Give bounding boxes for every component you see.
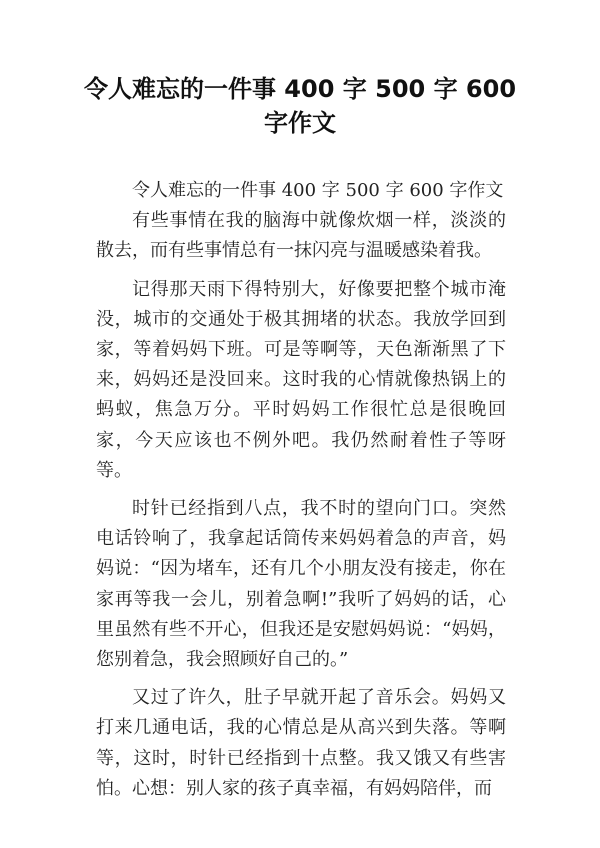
document-subtitle: 令人难忘的一件事 400 字 500 字 600 字作文 [132,180,504,201]
document-title-line-2: 字作文 [264,109,336,137]
paragraph-gap [96,267,506,275]
paragraph-3: 时针已经指到八点，我不时的望向门口。突然电话铃响了，我拿起话筒传来妈妈着急的声音，妈妈说：“因为堵车，还有几个小朋友没有接走，你在家再等我一会儿，别着急啊!”我听了妈妈的话，心里虽然有些不开心，但我还是安慰妈妈说：“妈妈，您别着急，我会照顾好自己的。” [96,498,506,671]
paragraph-gap [96,486,506,494]
paragraph-2: 记得那天雨下得特别大，好像要把整个城市淹没，城市的交通处于极其拥堵的状态。我放学回到家，等着妈妈下班。可是等啊等，天色渐渐黑了下来，妈妈还是没回来。这时我的心情就像热锅上的蚂蚁，焦急万分。平时妈妈工作很忙总是很晚回家，今天应该也不例外吧。我仍然耐着性子等呀等。 [96,278,506,481]
paragraph-gap [96,675,506,683]
paragraph-4: 又过了许久，肚子早就开起了音乐会。妈妈又打来几通电话，我的心情总是从高兴到失落。等啊等，这时，时针已经指到十点整。我又饿又有些害怕。心想：别人家的孩子真幸福，有妈妈陪伴，而 [96,687,506,799]
paragraph-1: 有些事情在我的脑海中就像炊烟一样，淡淡的散去，而有些事情总有一抹闪亮与温暖感染着我。 [96,210,506,262]
document-body [96,176,506,804]
document-title-line-1: 令人难忘的一件事 400 字 500 字 600 [83,75,517,103]
